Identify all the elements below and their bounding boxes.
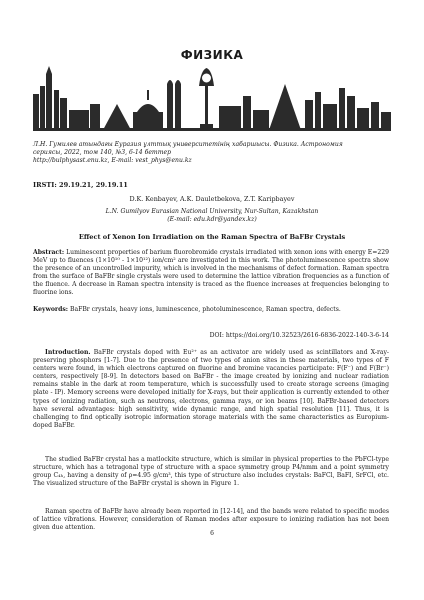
abstract (33, 249, 389, 298)
journal-line-1: Л.Н. Гумилев атындағы Еуразия ұлттық университетінің хабаршысы. Физика. Астрономия (33, 141, 343, 148)
astana-skyline-banner (33, 64, 391, 134)
article-title: Effect of Xenon Ion Irradiation on the Raman Spectra of BaFBr Crystals (78, 233, 346, 241)
journal-line-2: сериясы, 2022, том 140, №3, 6-14 беттер (33, 149, 171, 157)
abstract-text: Luminescent properties of barium fluorobromide crystals irradiated with xenon ions with energy E=229 MeV up to fluences (1×10¹⁰ - 1×10¹²) ion/cm² are investigated in this work. The photoluminescence spectra show the presence of an uncontrolled impurity, which is involved in the mechanisms of defect formation. Raman spectra from the surface of BaFBr single crystals were used to determine the lattice vibration frequencies as a function of the fluence. A decrease in Raman spectra intensity is traced as the fluence increases at frequencies belonging to fluorine ions. (33, 249, 389, 297)
affiliation (0, 208, 424, 224)
structure-paragraph: The studied BaFBr crystal has a matlockite structure, which is similar in physical properties to the PbFCl-type structure, which has a tetragonal type of structure with a space symmetry group P4/nmm and a point symmetry group C₄ₕ, having a density of ρ=4.95 g/cm³, this type of structure also includes crystals: BaFCl, BaFI, SrFCl, etc. The visualized structure of the BaFBr crystal is shown in Figure 1. (33, 456, 389, 488)
introduction-label: Introduction. (45, 349, 91, 356)
journal-info (33, 141, 389, 165)
irsti-codes: IRSTI: 29.19.21, 29.19.11 (33, 181, 128, 189)
journal-line-3: http://bulphysast.enu.kz, E-mail: vest_phys@enu.kz (33, 157, 192, 165)
introduction-paragraph (33, 349, 389, 430)
introduction-text: BaFBr crystals doped with Eu²⁺ as an activator are widely used as scintillators and X-ray-preserving phosphors [1-7]. Due to the presence of two types of anion sites in these materials, two types of F centers were found, in which electrons captured on fluorine and bromine vacancies participate: F(F⁻) and F(Br⁻) centers, respectively [8-9]. In detectors based on BaFBr - the image created by ionizing and nuclear radiation remains stable in the dark at room temperature, which is successfully used to create storage screens (imaging plate - IP). Memory screens were developed initially for X-rays, but their application is currently extended to other types of ionizing radiation, such as neutrons, electrons, gamma rays, or ion beams [10]. BaFBr-based detectors have several advantages: high sensitivity, wide dynamic range, and high spatial resolution [11]. Thus, it is challenging to find optically isotropic information storage materials with the same characteristics as Europium-doped BaFBr. (33, 349, 389, 429)
section-title: ФИЗИКА (180, 48, 244, 62)
keywords-text: BaFBr crystals, heavy ions, luminescence, photoluminescence, Raman spectra, defects. (68, 306, 341, 313)
page-number: 6 (210, 530, 214, 537)
doi-link[interactable]: DOI: https://doi.org/10.32523/2616-6836-2022-140-3-6-14 (209, 332, 389, 339)
affiliation-line-1: L.N. Gumilyov Eurasian National University, Nur-Sultan, Kazakhstan (105, 208, 319, 215)
keywords-label: Keywords: (33, 306, 69, 313)
raman-paragraph: Raman spectra of BaFBr have already been reported in [12-14], and the bands were related to specific modes of lattice vibrations. However, consideration of Raman modes after exposure to ionizing radiation has not been given due attention. (33, 508, 389, 532)
authors: D.K. Kenbayev, A.K. Dauletbekova, Z.T. Karipbayev (129, 195, 295, 203)
abstract-label: Abstract: (33, 249, 65, 256)
keywords (33, 306, 389, 314)
affiliation-email: (E-mail: edu.kdr@yandex.kz) (167, 216, 257, 223)
